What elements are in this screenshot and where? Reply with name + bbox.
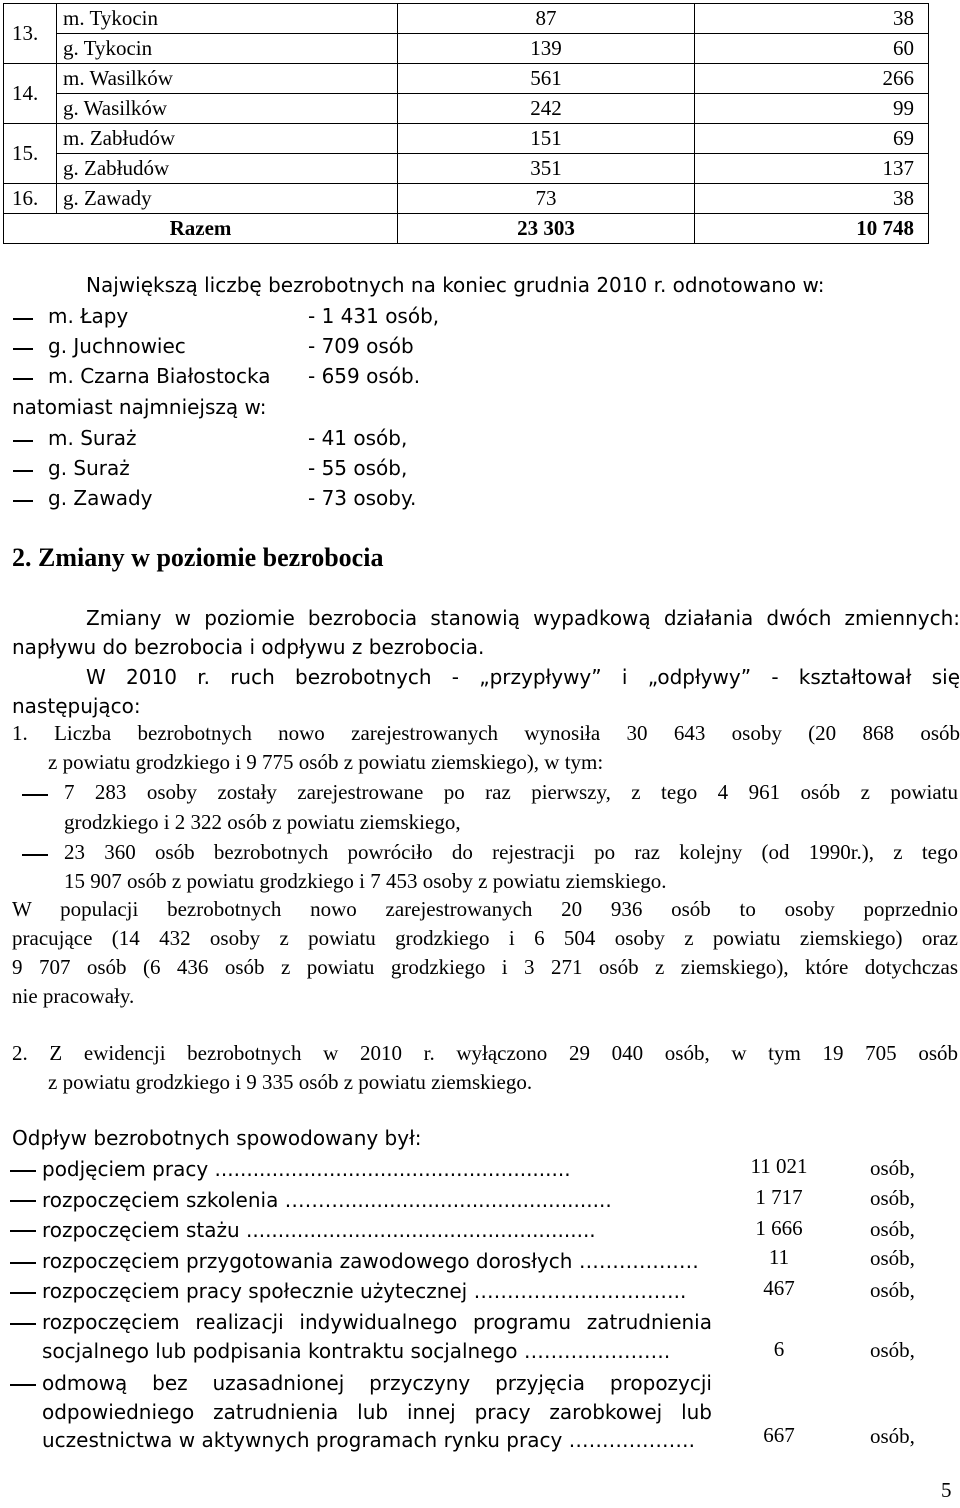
value-cell: 139 (398, 34, 695, 64)
value-cell: 87 (398, 4, 695, 34)
table-row (4, 94, 929, 124)
table-row (4, 184, 929, 214)
outflow-item-label: uczestnictwa w aktywnych programach rynku pracy ………………. (42, 1428, 696, 1452)
bullet-dash (13, 470, 33, 472)
value-cell: 38 (695, 4, 929, 34)
value-cell: 242 (398, 94, 695, 124)
section-heading: 2. Zmiany w poziomie bezrobocia (12, 543, 384, 572)
value-cell: 38 (695, 184, 929, 214)
unit-label: osób, (870, 1424, 915, 1448)
outflow-title: Odpływ bezrobotnych spowodowany był: (12, 1126, 422, 1150)
row-number: 16. (4, 184, 57, 214)
unit-label: osób, (870, 1186, 915, 1210)
paragraph-line: W 2010 r. ruch bezrobotnych - „przypływy” i „odpływy” - kształtował się (86, 665, 960, 689)
total-value: 23 303 (398, 214, 695, 244)
bullet-dash (10, 1323, 36, 1325)
place-cell: m. Tykocin (57, 4, 398, 34)
outflow-item-label: socjalnego lub podpisania kontraktu socjalnego …………………. (42, 1339, 671, 1363)
outflow-item-label: rozpoczęciem stażu ....................................................... (42, 1218, 596, 1242)
table-row (4, 64, 929, 94)
outflow-item-label: rozpoczęciem pracy społecznie użytecznej ………………………….. (42, 1279, 687, 1303)
place-value: - 1 431 osób, (308, 304, 440, 328)
place-value: - 55 osób, (308, 456, 408, 480)
value-cell: 137 (695, 154, 929, 184)
bullet-dash (22, 854, 48, 856)
place-value: - 41 osób, (308, 426, 408, 450)
largest-intro: Największą liczbę bezrobotnych na koniec grudnia 2010 r. odnotowano w: (86, 273, 825, 297)
place-name: g. Zawady (48, 486, 153, 510)
list-item-1: 1. Liczba bezrobotnych nowo zarejestrowanych wynosiła 30 643 osoby (20 868 osób (12, 721, 960, 745)
place-cell: m. Zabłudów (57, 124, 398, 154)
bullet-dash (10, 1200, 36, 1202)
outflow-item-label: rozpoczęciem realizacji indywidualnego programu zatrudnienia (42, 1310, 712, 1334)
bullet-dash (10, 1230, 36, 1232)
place-cell: g. Tykocin (57, 34, 398, 64)
row-number: 14. (4, 64, 57, 124)
unit-label: osób, (870, 1246, 915, 1270)
paragraph-line: 7 283 osoby zostały zarejestrowane po raz pierwszy, z tego 4 961 osób z powiatu (64, 780, 958, 804)
place-cell: m. Wasilków (57, 64, 398, 94)
table-row (4, 124, 929, 154)
smallest-intro: natomiast najmniejszą w: (12, 395, 267, 419)
value-cell: 69 (695, 124, 929, 154)
place-name: g. Suraż (48, 456, 130, 480)
table-row (4, 154, 929, 184)
paragraph-line: z powiatu grodzkiego i 9 335 osób z powiatu ziemskiego. (48, 1070, 533, 1094)
outflow-item-label: rozpoczęciem szkolenia ……….......................................... (42, 1188, 612, 1212)
bullet-dash (13, 440, 33, 442)
outflow-value: 467 (763, 1276, 795, 1300)
paragraph-line: 9 707 osób (6 436 osób z powiatu grodzkiego i 3 271 osób z ziemskiego), które dotychczas (12, 955, 958, 979)
paragraph-line: z powiatu grodzkiego i 9 775 osób z powiatu ziemskiego), w tym: (48, 750, 604, 774)
unit-label: osób, (870, 1338, 915, 1362)
value-cell: 151 (398, 124, 695, 154)
paragraph-line: następująco: (12, 694, 141, 718)
table-total-row (4, 214, 929, 244)
paragraph-line: napływu do bezrobocia i odpływu z bezrobocia. (12, 635, 485, 659)
place-cell: g. Zabłudów (57, 154, 398, 184)
paragraph-line: nie pracowały. (12, 984, 135, 1008)
outflow-item-label: podjęciem pracy ........................................................ (42, 1157, 571, 1181)
place-name: m. Czarna Białostocka (48, 364, 271, 388)
outflow-value: 6 (773, 1337, 785, 1361)
value-cell: 73 (398, 184, 695, 214)
unit-label: osób, (870, 1156, 915, 1180)
page-number: 5 (941, 1478, 952, 1502)
paragraph-line: 23 360 osób bezrobotnych powróciło do rejestracji po raz kolejny (od 1990r.), z tego (64, 840, 958, 864)
bullet-dash (10, 1170, 36, 1172)
bullet-dash (10, 1262, 36, 1264)
table-row (4, 34, 929, 64)
place-value: - 73 osoby. (308, 486, 417, 510)
value-cell: 561 (398, 64, 695, 94)
value-cell: 60 (695, 34, 929, 64)
paragraph-line: Zmiany w poziomie bezrobocia stanowią wypadkową działania dwóch zmiennych: (86, 606, 960, 630)
place-cell: g. Wasilków (57, 94, 398, 124)
outflow-value: 667 (763, 1423, 795, 1447)
outflow-value: 11 021 (750, 1154, 808, 1178)
bullet-dash (13, 500, 33, 502)
place-value: - 709 osób (308, 334, 414, 358)
value-cell: 266 (695, 64, 929, 94)
paragraph-line: W populacji bezrobotnych nowo zarejestrowanych 20 936 osób to osoby poprzednio (12, 897, 958, 921)
bullet-dash (13, 378, 33, 380)
paragraph-line: 15 907 osób z powiatu grodzkiego i 7 453 osoby z powiatu ziemskiego. (64, 869, 667, 893)
total-value: 10 748 (695, 214, 929, 244)
list-item-2: 2. Z ewidencji bezrobotnych w 2010 r. wyłączono 29 040 osób, w tym 19 705 osób (12, 1041, 958, 1065)
value-cell: 351 (398, 154, 695, 184)
row-number: 15. (4, 124, 57, 184)
place-name: m. Suraż (48, 426, 137, 450)
bullet-dash (10, 1384, 36, 1386)
place-name: g. Juchnowiec (48, 334, 186, 358)
place-value: - 659 osób. (308, 364, 421, 388)
outflow-value: 1 666 (755, 1216, 803, 1240)
total-label: Razem (4, 214, 398, 244)
outflow-value: 1 717 (755, 1185, 803, 1209)
outflow-item-label: odmową bez uzasadnionej przyczyny przyjęcia propozycji (42, 1371, 712, 1395)
paragraph-line: pracujące (14 432 osoby z powiatu grodzkiego i 6 504 osoby z powiatu ziemskiego) oraz (12, 926, 958, 950)
outflow-item-label: rozpoczęciem przygotowania zawodowego dorosłych ……………… (42, 1249, 699, 1273)
value-cell: 99 (695, 94, 929, 124)
table-row (4, 4, 929, 34)
bullet-dash (22, 794, 48, 796)
place-cell: g. Zawady (57, 184, 398, 214)
outflow-item-label: odpowiedniego zatrudnienia lub innej pracy zarobkowej lub (42, 1400, 712, 1424)
unemployment-table (3, 3, 929, 244)
outflow-value: 11 (768, 1245, 790, 1269)
paragraph-line: grodzkiego i 2 322 osób z powiatu ziemskiego, (64, 810, 461, 834)
bullet-dash (13, 318, 33, 320)
unit-label: osób, (870, 1278, 915, 1302)
place-name: m. Łapy (48, 304, 129, 328)
bullet-dash (10, 1292, 36, 1294)
row-number: 13. (4, 4, 57, 64)
bullet-dash (13, 348, 33, 350)
unit-label: osób, (870, 1217, 915, 1241)
